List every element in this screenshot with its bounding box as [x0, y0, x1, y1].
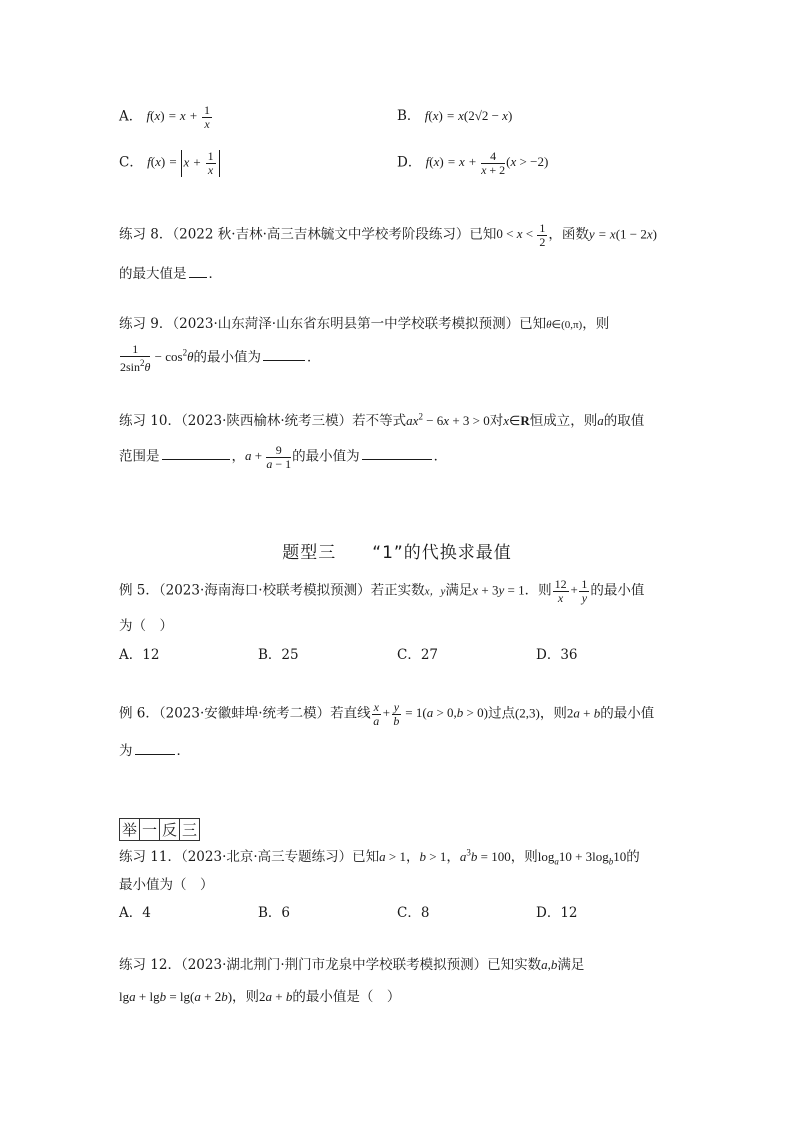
ex8-function: y = x(1 − 2x)	[588, 226, 657, 242]
exercise-11-option-a: A．4	[119, 905, 151, 921]
ex12-target: 2a + b	[259, 989, 293, 1004]
example-6-line1: 例 6．（2023·安徽蚌埠·统考二模）若直线 $\frac{x}{a}$ + $\frac{y}{b}$ = 1(a > 0,b > 0)过点(2,3)，则2a + b的最小值	[119, 700, 655, 728]
example-6-line2: 为 ．	[119, 743, 190, 759]
option-d: D． f(x) = x + $\frac{4}{x + 2}$ (x > −2)	[397, 149, 549, 177]
answer-blank	[362, 458, 432, 460]
ex6-target: 2a + b	[566, 705, 601, 721]
ex5-expr: $\frac{12}{x}$ + $\frac{1}{y}$	[554, 577, 588, 605]
answer-blank	[263, 359, 305, 361]
exercise-10-line1: 练习 10．（2023·陕西榆林·统考三模）若不等式$ax^2 - 6x + 3 > 0$对x∈R恒成立，则a的取值	[119, 411, 645, 429]
ex11-c3: $a^3b = 100$	[459, 847, 511, 864]
ex10-inequality: $ax^2 - 6x + 3 > 0$	[406, 411, 490, 428]
exercise-8-line1: 练习 8．（2022 秋·吉林·高三吉林毓文中学校考阶段练习）已知0 < x < $\frac{1}{2}$ ，函数y = x(1 − 2x)	[119, 221, 657, 249]
ex9-condition: θ∈(0,π)	[546, 319, 583, 331]
ex9-expr: $\frac{1}{2\sin^2\theta}$ − $\cos^2\theta$	[120, 342, 194, 374]
ex11-expr: $\log_a10 + 3\log_b10$	[537, 849, 627, 867]
ex11-c1: a > 1	[379, 849, 407, 864]
section-title: 题型三 “1”的代换求最值	[282, 543, 512, 563]
option-a: A． f(x) = x + $\frac{1}{x}$	[119, 104, 213, 131]
example-5-line1: 例 5．（2023·海南海口·校联考模拟预测）若正实数x，y满足x + 3y = 1．则 $\frac{12}{x}$ + $\frac{1}{y}$ 的最小值	[119, 577, 645, 605]
option-a-expr: f(x) = x + $\frac{1}{x}$	[146, 103, 210, 131]
ex8-condition: 0 < x < $\frac{1}{2}$	[496, 221, 546, 249]
exercise-9-line2: $\frac{1}{2\sin^2\theta}$ − $\cos^2\theta$的最小值为 ．	[120, 342, 321, 374]
exercise-8-line2: 的最大值是 ．	[119, 266, 222, 282]
exercise-9-line1: 练习 9．（2023·山东菏泽·山东省东明县第一中学校联考模拟预测）已知θ∈(0,π)，则	[119, 316, 610, 332]
ex5-condition: x + 3y = 1	[472, 582, 525, 598]
ex10-condition: x∈R	[503, 413, 530, 428]
option-c: C． f(x) = x + $\frac{1}{x}$	[119, 150, 220, 177]
exercise-11-option-c: C．8	[397, 905, 430, 921]
answer-blank	[135, 753, 175, 755]
exercise-12-line2: lga + lgb = lg(a + 2b)，则2a + b的最小值是（ ）	[119, 989, 401, 1005]
option-c-expr: f(x) = x + $\frac{1}{x}$	[147, 154, 219, 169]
example-5-option-a: A．12	[119, 647, 160, 663]
option-b-expr: f(x) = x(2√2 − x)	[424, 108, 513, 123]
exercise-11-line2: 最小值为（ ）	[119, 877, 214, 893]
ex10-expr: a + $\frac{9}{a - 1}$	[245, 443, 292, 471]
ex11-c2: b > 1	[419, 849, 447, 864]
answer-blank	[162, 458, 230, 460]
ex6-expr: $\frac{x}{a}$ + $\frac{y}{b}$ = 1(a > 0,b > 0)	[373, 700, 488, 728]
exercise-12-line1: 练习 12．（2023·湖北荆门·荆门市龙泉中学校联考模拟预测）已知实数a,b满足	[119, 957, 585, 973]
example-5-option-d: D．36	[536, 647, 578, 663]
example-5-line2: 为（ ）	[119, 618, 173, 634]
option-d-expr: f(x) = x + $\frac{4}{x + 2}$ (x > −2)	[425, 149, 549, 177]
exercise-11-line1: 练习 11．（2023·北京·高三专题练习）已知a > 1，b > 1，$a^3b = 100$，则$\log_a10 + 3\log_b10$的	[119, 847, 640, 867]
practice-label: 举 一 反 三	[119, 818, 199, 841]
example-5-option-c: C．27	[397, 647, 439, 663]
answer-blank	[189, 276, 207, 278]
exercise-11-option-b: B．6	[258, 905, 291, 921]
ex12-equation: lga + lgb = lg(a + 2b)	[119, 989, 233, 1004]
exercise-10-line2: 范围是 ，a + $\frac{9}{a - 1}$ 的最小值为 ．	[119, 443, 448, 471]
exercise-11-option-d: D．12	[536, 905, 578, 921]
option-b: B． f(x) = x(2√2 − x)	[397, 108, 513, 124]
example-5-option-b: B．25	[258, 647, 299, 663]
